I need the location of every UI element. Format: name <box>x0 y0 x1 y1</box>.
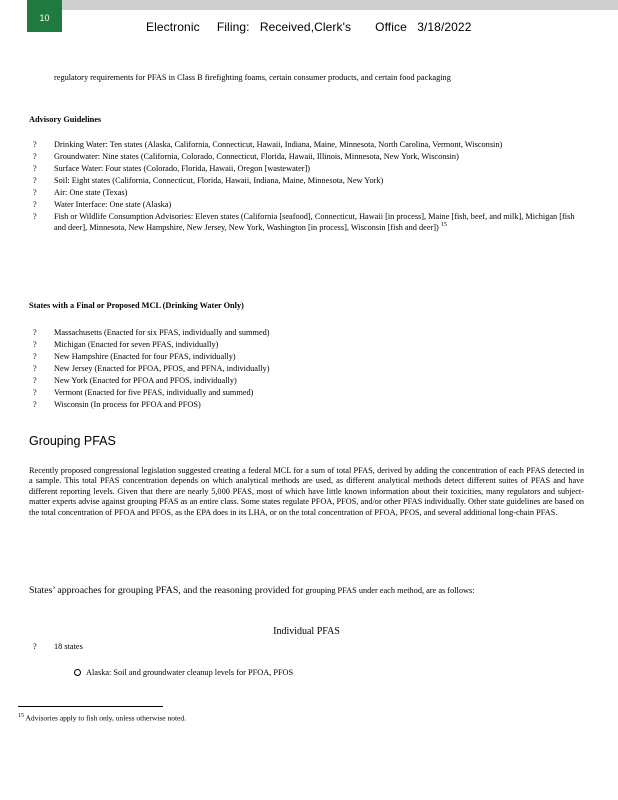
bullet-glyph: ? <box>33 140 37 149</box>
bullet-glyph: ? <box>33 152 37 161</box>
bullet-glyph: ? <box>33 376 37 385</box>
footnote-divider <box>18 706 163 707</box>
page-number: 10 <box>39 13 50 23</box>
approaches-line <box>29 585 584 597</box>
bullet-glyph: ? <box>33 328 37 337</box>
list-item: ? New Jersey (Enacted for PFOA, PFOS, and PFNA, individually) <box>33 364 270 373</box>
bullet-glyph: ? <box>33 340 37 349</box>
bullet-glyph: ? <box>33 212 37 221</box>
list-item: ? Groundwater: Nine states (California, Colorado, Connecticut, Florida, Hawaii, Illinois, Minnesota, New York, Wisconsin) <box>33 152 459 161</box>
mcl-heading: States with a Final or Proposed MCL (Drinking Water Only) <box>29 301 244 310</box>
list-item: ? New York (Enacted for PFOA and PFOS, individually) <box>33 376 237 385</box>
list-item: ? Fish or Wildlife Consumption Advisories: Eleven states (California [seafood], Connecticut, Hawaii [in process], Maine [fish, beef, and milk], Michigan [fish and deer], Minnesota, New Hampshire, New Jersey, New York, Washington [in process], Wisconsin [fish and deer]) $^{15}$ <box>33 212 575 232</box>
advisory-heading: Advisory Guidelines <box>29 115 102 124</box>
approaches-lead: States’ approaches for grouping PFAS, and the reasoning provided for <box>29 585 304 596</box>
list-item: ? Surface Water: Four states (Colorado, Florida, Hawaii, Oregon [wastewater]) <box>33 164 311 173</box>
grouping-title: Grouping PFAS <box>29 434 116 448</box>
list-item: ? Michigan (Enacted for seven PFAS, individually) <box>33 340 219 349</box>
list-item: ? 18 states <box>33 642 83 651</box>
bullet-glyph: ? <box>33 352 37 361</box>
bullet-glyph: ? <box>33 642 37 651</box>
footnote-text: Advisories apply to fish only, unless otherwise noted. <box>25 713 187 723</box>
bullet-glyph: ? <box>33 188 37 197</box>
circle-bullet-icon <box>74 669 81 676</box>
list-item: ? Water Interface: One state (Alaska) <box>33 200 172 209</box>
footnote-marker: 15 <box>18 713 24 719</box>
grouping-paragraph: Recently proposed congressional legislation suggested creating a federal MCL for a sum of total PFAS, derived by adding the concentration of each PFAS detected in a sample. This total PFAS concentration depends on which analytical methods are used, as different analytical methods detect different suites of PFAS and have different reporting levels. Given that there are nearly 5,000 PFAS, most of which have little known information about their toxicities, many regulators and subject-matter experts advise against grouping PFAS as an entire class. Some states regulate PFOA, PFOS, and/or other PFAS individually. Other state guidelines are based on the total concentration of PFOA and PFOS, as the EPA does in its LHA, or on the total concentration of PFOA, PFOS, and several additional long-chain PFAS. <box>29 466 584 517</box>
advisory-list <box>29 140 584 235</box>
list-item: ? Soil: Eight states (California, Connecticut, Florida, Hawaii, Indiana, Maine, Minnesota, New York) <box>33 176 384 185</box>
list-item: ? Massachusetts (Enacted for six PFAS, individually and summed) <box>33 328 270 337</box>
approaches-tail: grouping PFAS under each method, are as follows: <box>305 586 475 595</box>
bullet-glyph: ? <box>33 400 37 409</box>
alaska-item: Alaska: Soil and groundwater cleanup levels for PFOA, PFOS <box>29 667 618 679</box>
bullet-glyph: ? <box>33 364 37 373</box>
individual-list <box>29 642 584 654</box>
bullet-glyph: ? <box>33 200 37 209</box>
bullet-glyph: ? <box>33 176 37 185</box>
individual-heading: Individual PFAS <box>273 626 340 637</box>
list-item: ? Wisconsin (In process for PFOA and PFOS) <box>33 400 201 409</box>
list-item: ? Vermont (Enacted for five PFAS, individually and summed) <box>33 388 254 397</box>
bullet-glyph: ? <box>33 388 37 397</box>
footnote <box>18 713 186 723</box>
intro-text: regulatory requirements for PFAS in Class B firefighting foams, certain consumer products, and certain food packaging <box>54 73 451 82</box>
list-item: ? Air: One state (Texas) <box>33 188 128 197</box>
filing-stamp: Electronic Filing: Received,Clerk's Office 3/18/2022 <box>146 20 472 34</box>
mcl-list <box>29 328 584 412</box>
bullet-glyph: ? <box>33 164 37 173</box>
list-item: ? Drinking Water: Ten states (Alaska, California, Connecticut, Hawaii, Indiana, Maine, Minnesota, North Carolina, Vermont, Wisconsin) <box>33 140 503 149</box>
list-item: ? New Hampshire (Enacted for four PFAS, individually) <box>33 352 236 361</box>
footnote-ref[interactable]: 15 <box>440 222 447 228</box>
